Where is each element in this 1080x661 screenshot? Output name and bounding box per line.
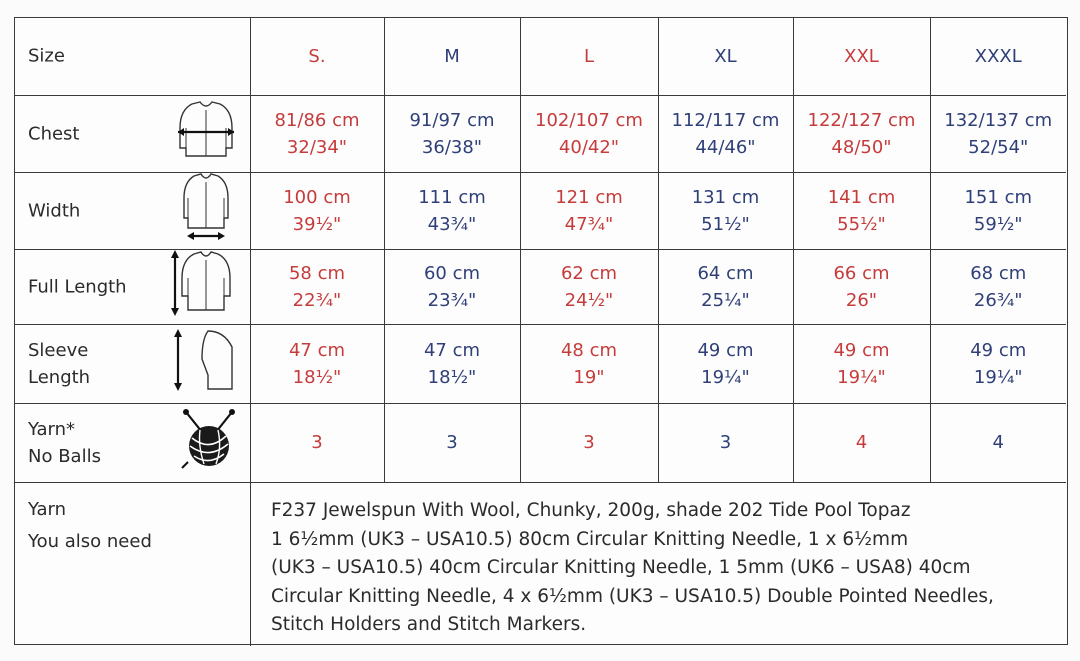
length-xxxl: 68 cm 26¾"	[930, 249, 1066, 324]
size-table	[15, 18, 1066, 483]
garment-chest-width-icon	[174, 98, 238, 170]
needs-line-2: (UK3 – USA10.5) 40cm Circular Knitting Needle, 1 5mm (UK6 – USA8) 40cm	[271, 557, 971, 578]
yarn-label: Yarn	[28, 499, 67, 520]
size-xl: XL	[658, 18, 793, 95]
balls-xl: 3	[658, 403, 793, 482]
width-m: 111 cm 43¾"	[384, 172, 520, 249]
chest-s: 81/86 cm 32/34"	[250, 95, 384, 172]
table-row-sleeve-length	[15, 324, 1066, 403]
sleeve-l: 48 cm 19"	[520, 324, 658, 403]
sleeve-m: 47 cm 18½"	[384, 324, 520, 403]
chest-xxxl: 132/137 cm 52/54"	[930, 95, 1066, 172]
sleeve-xl: 49 cm 19¼"	[658, 324, 793, 403]
row-label-cell	[15, 249, 250, 324]
balls-xxxl: 4	[930, 403, 1066, 482]
materials-labels	[15, 483, 251, 646]
sleeve-s: 47 cm 18½"	[250, 324, 384, 403]
table-row-width	[15, 172, 1066, 249]
width-xl: 131 cm 51½"	[658, 172, 793, 249]
size-header-label: Size	[28, 45, 65, 67]
materials-section	[15, 482, 1066, 646]
garment-length-icon	[168, 248, 238, 326]
sleeve-xxxl: 49 cm 19¼"	[930, 324, 1066, 403]
size-s: S.	[250, 18, 384, 95]
row-label-cell	[15, 403, 250, 482]
length-xl: 64 cm 25¼"	[658, 249, 793, 324]
width-xxxl: 151 cm 59½"	[930, 172, 1066, 249]
size-xxxl: XXXL	[930, 18, 1066, 95]
size-m: M	[384, 18, 520, 95]
needs-line-3: Circular Knitting Needle, 4 x 6½mm (UK3 – USA10.5) Double Pointed Needles,	[271, 585, 994, 607]
needs-line-1: 1 6½mm (UK3 – USA10.5) 80cm Circular Knitting Needle, 1 x 6½mm	[271, 528, 909, 550]
row-label-width: Width	[28, 200, 81, 221]
row-label-yarn-balls: Yarn* No Balls	[28, 418, 101, 467]
length-s: 58 cm 22¾"	[250, 249, 384, 324]
row-label-chest: Chest	[28, 123, 80, 144]
chest-xl: 112/117 cm 44/46"	[658, 95, 793, 172]
garment-hem-width-icon	[174, 172, 238, 250]
row-label-cell	[15, 324, 250, 403]
chest-xxl: 122/127 cm 48/50"	[793, 95, 930, 172]
length-xxl: 66 cm 26"	[793, 249, 930, 324]
balls-l: 3	[520, 403, 658, 482]
row-label-cell	[15, 95, 250, 172]
width-l: 121 cm 47¾"	[520, 172, 658, 249]
table-row-full-length	[15, 249, 1066, 324]
balls-xxl: 4	[793, 403, 930, 482]
size-chart	[14, 17, 1068, 645]
table-row-yarn-balls	[15, 403, 1066, 482]
row-label-full-length: Full Length	[28, 276, 127, 297]
balls-s: 3	[250, 403, 384, 482]
size-xxl: XXL	[793, 18, 930, 95]
size-header-cell	[15, 18, 250, 95]
row-label-sleeve-length: Sleeve Length	[28, 339, 91, 388]
yarn-ball-needles-icon	[180, 408, 238, 478]
length-m: 60 cm 23¾"	[384, 249, 520, 324]
chest-l: 102/107 cm 40/42"	[520, 95, 658, 172]
width-s: 100 cm 39½"	[250, 172, 384, 249]
chest-m: 91/97 cm 36/38"	[384, 95, 520, 172]
length-l: 62 cm 24½"	[520, 249, 658, 324]
yarn-description: F237 Jewelspun With Wool, Chunky, 200g, shade 202 Tide Pool Topaz	[271, 500, 911, 521]
sleeve-xxl: 49 cm 19¼"	[793, 324, 930, 403]
size-l: L	[520, 18, 658, 95]
sleeve-length-icon	[168, 325, 238, 403]
needs-line-4: Stitch Holders and Stitch Markers.	[271, 614, 587, 635]
row-label-cell	[15, 172, 250, 249]
size-header-row	[15, 18, 1066, 95]
table-row-chest	[15, 95, 1066, 172]
balls-m: 3	[384, 403, 520, 482]
materials-text	[271, 497, 1051, 640]
extra-label: You also need	[28, 531, 152, 552]
width-xxl: 141 cm 55½"	[793, 172, 930, 249]
